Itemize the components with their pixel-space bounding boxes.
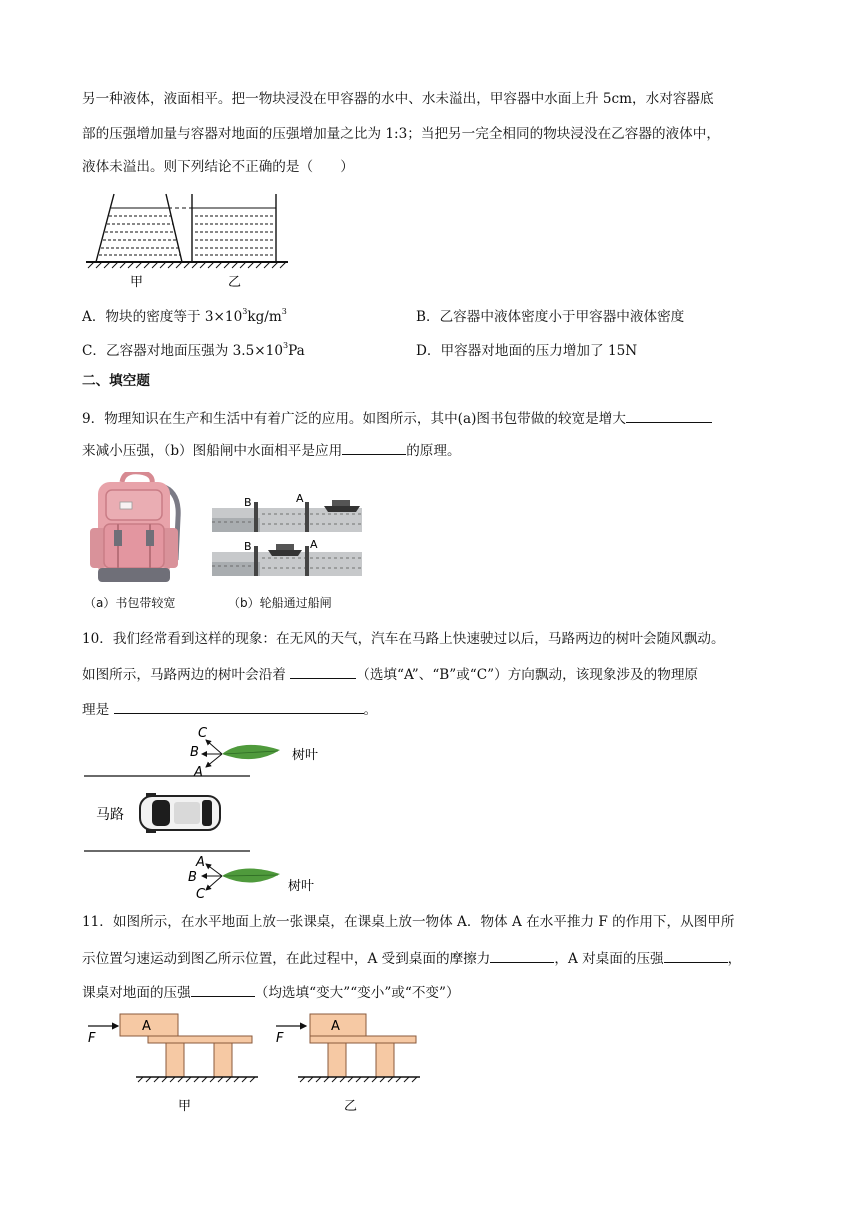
- q8-label-yi: 乙: [228, 275, 242, 290]
- leaf-label-top: 树叶: [292, 748, 319, 763]
- force-label-yi: F: [276, 1031, 284, 1046]
- q8-containers-figure: [82, 188, 292, 293]
- q11-label-jia: 甲: [178, 1099, 192, 1114]
- lock-label-a-bottom: A: [310, 538, 318, 551]
- road-label: 马路: [96, 807, 124, 823]
- dir-label-b-top: B: [190, 745, 199, 760]
- q11-text-line-3: 课桌对地面的压强 （均选填“变大”“变小”或“不变”）: [82, 982, 782, 1003]
- leaf-label-bottom: 树叶: [288, 879, 315, 894]
- q8-option-d: D．甲容器对地面的压力增加了 15N: [416, 343, 638, 359]
- backpack-image: [84, 472, 190, 590]
- q9-answer-blank-2[interactable]: [342, 440, 406, 455]
- block-label-yi: A: [331, 1019, 340, 1034]
- q10-text-line-2: 如图所示，马路两边的树叶会沿着 （选填“A”、“B”或“C”）方向飘动，该现象涉及的物理原: [82, 664, 782, 685]
- q8-text-line-3: 液体未溢出。则下列结论不正确的是（ ）: [82, 159, 354, 175]
- q11-text-line-1: 11．如图所示，在水平地面上放一张课桌，在课桌上放一物体 A．物体 A 在水平推力 F 的作用下，从图甲所: [82, 914, 735, 930]
- q8-option-c: C．乙容器对地面压强为 $3.5\times 10^3Pa$: [82, 341, 305, 359]
- dir-label-a-bottom: A: [196, 855, 205, 870]
- q10-answer-blank-1[interactable]: [290, 664, 356, 679]
- lock-label-b-bottom: B: [244, 540, 252, 553]
- q11-answer-blank-3[interactable]: [191, 982, 255, 997]
- q8-text-line-1: 另一种液体，液面相平。把一物块浸没在甲容器的水中、水未溢出，甲容器中水面上升 5cm，水对容器底: [82, 91, 714, 107]
- section-title: 二、填空题: [82, 373, 150, 389]
- q10-text-line-1: 10．我们经常看到这样的现象：在无风的天气，汽车在马路上快速驶过以后，马路两边的树叶会随风飘动。: [82, 631, 725, 647]
- q10-answer-blank-2[interactable]: [114, 699, 364, 714]
- q11-text-line-2: 示位置匀速运动到图乙所示位置，在此过程中，A 受到桌面的摩擦力 ，A 对桌面的压强 ，: [82, 948, 782, 969]
- q9-caption-b: （b）轮船通过船闸: [228, 596, 332, 610]
- lock-label-b-top: B: [244, 496, 252, 509]
- dir-label-a-top: A: [194, 765, 203, 780]
- ship-lock-image: [210, 488, 364, 580]
- dir-label-b-bottom: B: [188, 870, 197, 885]
- force-label-jia: F: [88, 1031, 96, 1046]
- q11-answer-blank-1[interactable]: [490, 948, 554, 963]
- q9-text-line-2: 来减小压强，（b）图船闸中水面相平是应用 的原理。: [82, 440, 782, 461]
- car-icon: [140, 793, 220, 833]
- q11-desk-figure-yi: [272, 1010, 422, 1114]
- q11-answer-blank-2[interactable]: [664, 948, 728, 963]
- leaf-icon-top: [222, 745, 280, 759]
- q8-option-b: B．乙容器中液体密度小于甲容器中液体密度: [416, 309, 685, 325]
- q8-label-jia: 甲: [130, 275, 144, 290]
- q11-desk-figure-jia: [82, 1010, 262, 1114]
- lock-label-a-top: A: [296, 492, 304, 505]
- q9-answer-blank-1[interactable]: [626, 408, 712, 423]
- q9-caption-a: （a）书包带较宽: [84, 596, 176, 610]
- block-label-jia: A: [142, 1019, 151, 1034]
- q11-label-yi: 乙: [344, 1099, 358, 1114]
- q8-text-line-2: 部的压强增加量与容器对地面的压强增加量之比为 1:3；当把另一完全相同的物块浸没在乙容器的液体中，: [82, 126, 720, 142]
- dir-label-c-top: C: [198, 726, 208, 741]
- dir-label-c-bottom: C: [196, 887, 206, 902]
- q8-option-a: A．物块的密度等于 $3\times 10^3kg/m^3$: [82, 307, 287, 325]
- q9-text-line-1: 9．物理知识在生产和生活中有着广泛的应用。如图所示，其中(a)图书包带做的较宽是增大: [82, 408, 782, 429]
- q10-road-leaves-figure: [82, 724, 332, 904]
- q10-text-line-3: 理是 。: [82, 699, 782, 720]
